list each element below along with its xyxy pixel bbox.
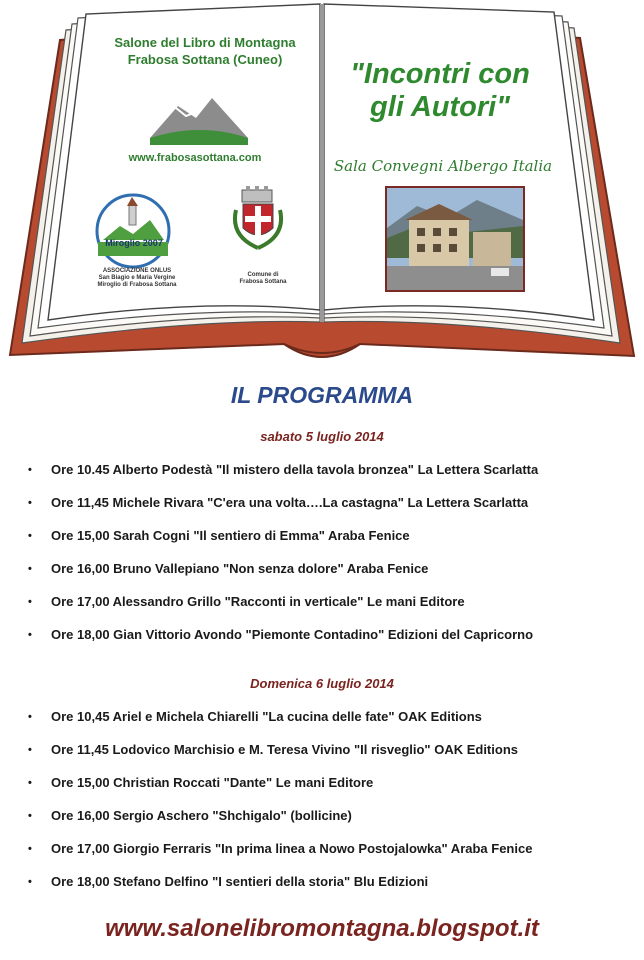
bullet-icon: •	[28, 777, 32, 789]
venue-name: Sala Convegni Albergo Italia	[333, 157, 553, 175]
event-text: Ore 11,45 Michele Rivara "C'era una volta….La castagna" La Lettera Scarlatta	[51, 495, 529, 510]
saturday-event-list	[28, 462, 538, 660]
headline-line2: gli Autori"	[370, 91, 510, 123]
bullet-icon: •	[28, 744, 32, 756]
list-item	[28, 528, 538, 561]
association-line: Miroglio di Frabosa Sottana	[97, 282, 177, 288]
event-text: Ore 17,00 Giorgio Ferraris "In prima linea a Nowo Postojalowka" Araba Fenice	[51, 841, 533, 856]
association-text	[82, 268, 192, 289]
program-title: IL PROGRAMMA	[230, 382, 414, 408]
bullet-icon: •	[28, 596, 32, 608]
open-book-graphic	[0, 0, 644, 370]
bullet-icon: •	[28, 711, 32, 723]
comune-text	[228, 272, 298, 286]
bullet-icon: •	[28, 530, 32, 542]
list-item	[28, 808, 532, 841]
hotel-photo	[385, 186, 525, 292]
hotel-photo-image	[387, 188, 523, 290]
salone-title	[100, 34, 310, 68]
list-item	[28, 709, 532, 742]
miroglio-logo	[97, 195, 169, 267]
day-heading-sunday: Domenica 6 luglio 2014	[250, 676, 394, 691]
list-item	[28, 841, 532, 874]
event-text: Ore 11,45 Lodovico Marchisio e M. Teresa Vivino "Il risveglio" OAK Editions	[51, 742, 518, 757]
bullet-icon: •	[28, 629, 32, 641]
event-text: Ore 15,00 Christian Roccati "Dante" Le mani Editore	[51, 775, 374, 790]
bullet-icon: •	[28, 497, 32, 509]
bullet-icon: •	[28, 563, 32, 575]
list-item	[28, 775, 532, 808]
list-item	[28, 594, 538, 627]
headline-line1: "Incontri con	[350, 58, 530, 90]
event-text: Ore 18,00 Gian Vittorio Avondo "Piemonte Contadino" Edizioni del Capricorno	[51, 627, 534, 642]
event-text: Ore 16,00 Sergio Aschero "Shchigalo" (bollicine)	[51, 808, 352, 823]
miroglio-logo-text: Miroglio 2007	[105, 238, 163, 248]
list-item	[28, 742, 532, 775]
salone-title-line2: Frabosa Sottana (Cuneo)	[127, 52, 283, 67]
event-text: Ore 18,00 Stefano Delfino "I sentieri della storia" Blu Edizioni	[51, 874, 429, 889]
book-illustration	[0, 0, 644, 370]
list-item	[28, 462, 538, 495]
day-heading-saturday: sabato 5 luglio 2014	[260, 429, 384, 444]
event-text: Ore 15,00 Sarah Cogni "Il sentiero di Emma" Araba Fenice	[51, 528, 410, 543]
bullet-icon: •	[28, 876, 32, 888]
headline	[320, 58, 560, 124]
event-text: Ore 10.45 Alberto Podestà "Il mistero della tavola bronzea" La Lettera Scarlatta	[51, 462, 539, 477]
association-line: San Biagio e Maria Vergine	[98, 275, 176, 281]
comune-line: Comune di	[247, 272, 279, 278]
list-item	[28, 627, 538, 660]
sunday-event-list	[28, 709, 532, 907]
bullet-icon: •	[28, 464, 32, 476]
event-text: Ore 17,00 Alessandro Grillo "Racconti in verticale" Le mani Editore	[51, 594, 465, 609]
association-line: ASSOCIAZIONE ONLUS	[102, 268, 172, 274]
blog-url-link[interactable]: www.salonelibromontagna.blogspot.it	[105, 915, 539, 942]
list-item	[28, 874, 532, 907]
salone-title-line1: Salone del Libro di Montagna	[114, 35, 296, 50]
list-item	[28, 495, 538, 528]
list-item	[28, 561, 538, 594]
comune-line: Frabosa Sottana	[239, 279, 287, 285]
event-text: Ore 10,45 Ariel e Michela Chiarelli "La cucina delle fate" OAK Editions	[51, 709, 482, 724]
event-text: Ore 16,00 Bruno Vallepiano "Non senza dolore" Araba Fenice	[51, 561, 429, 576]
bullet-icon: •	[28, 843, 32, 855]
bullet-icon: •	[28, 810, 32, 822]
frabosa-website: www.frabosasottana.com	[128, 152, 262, 164]
